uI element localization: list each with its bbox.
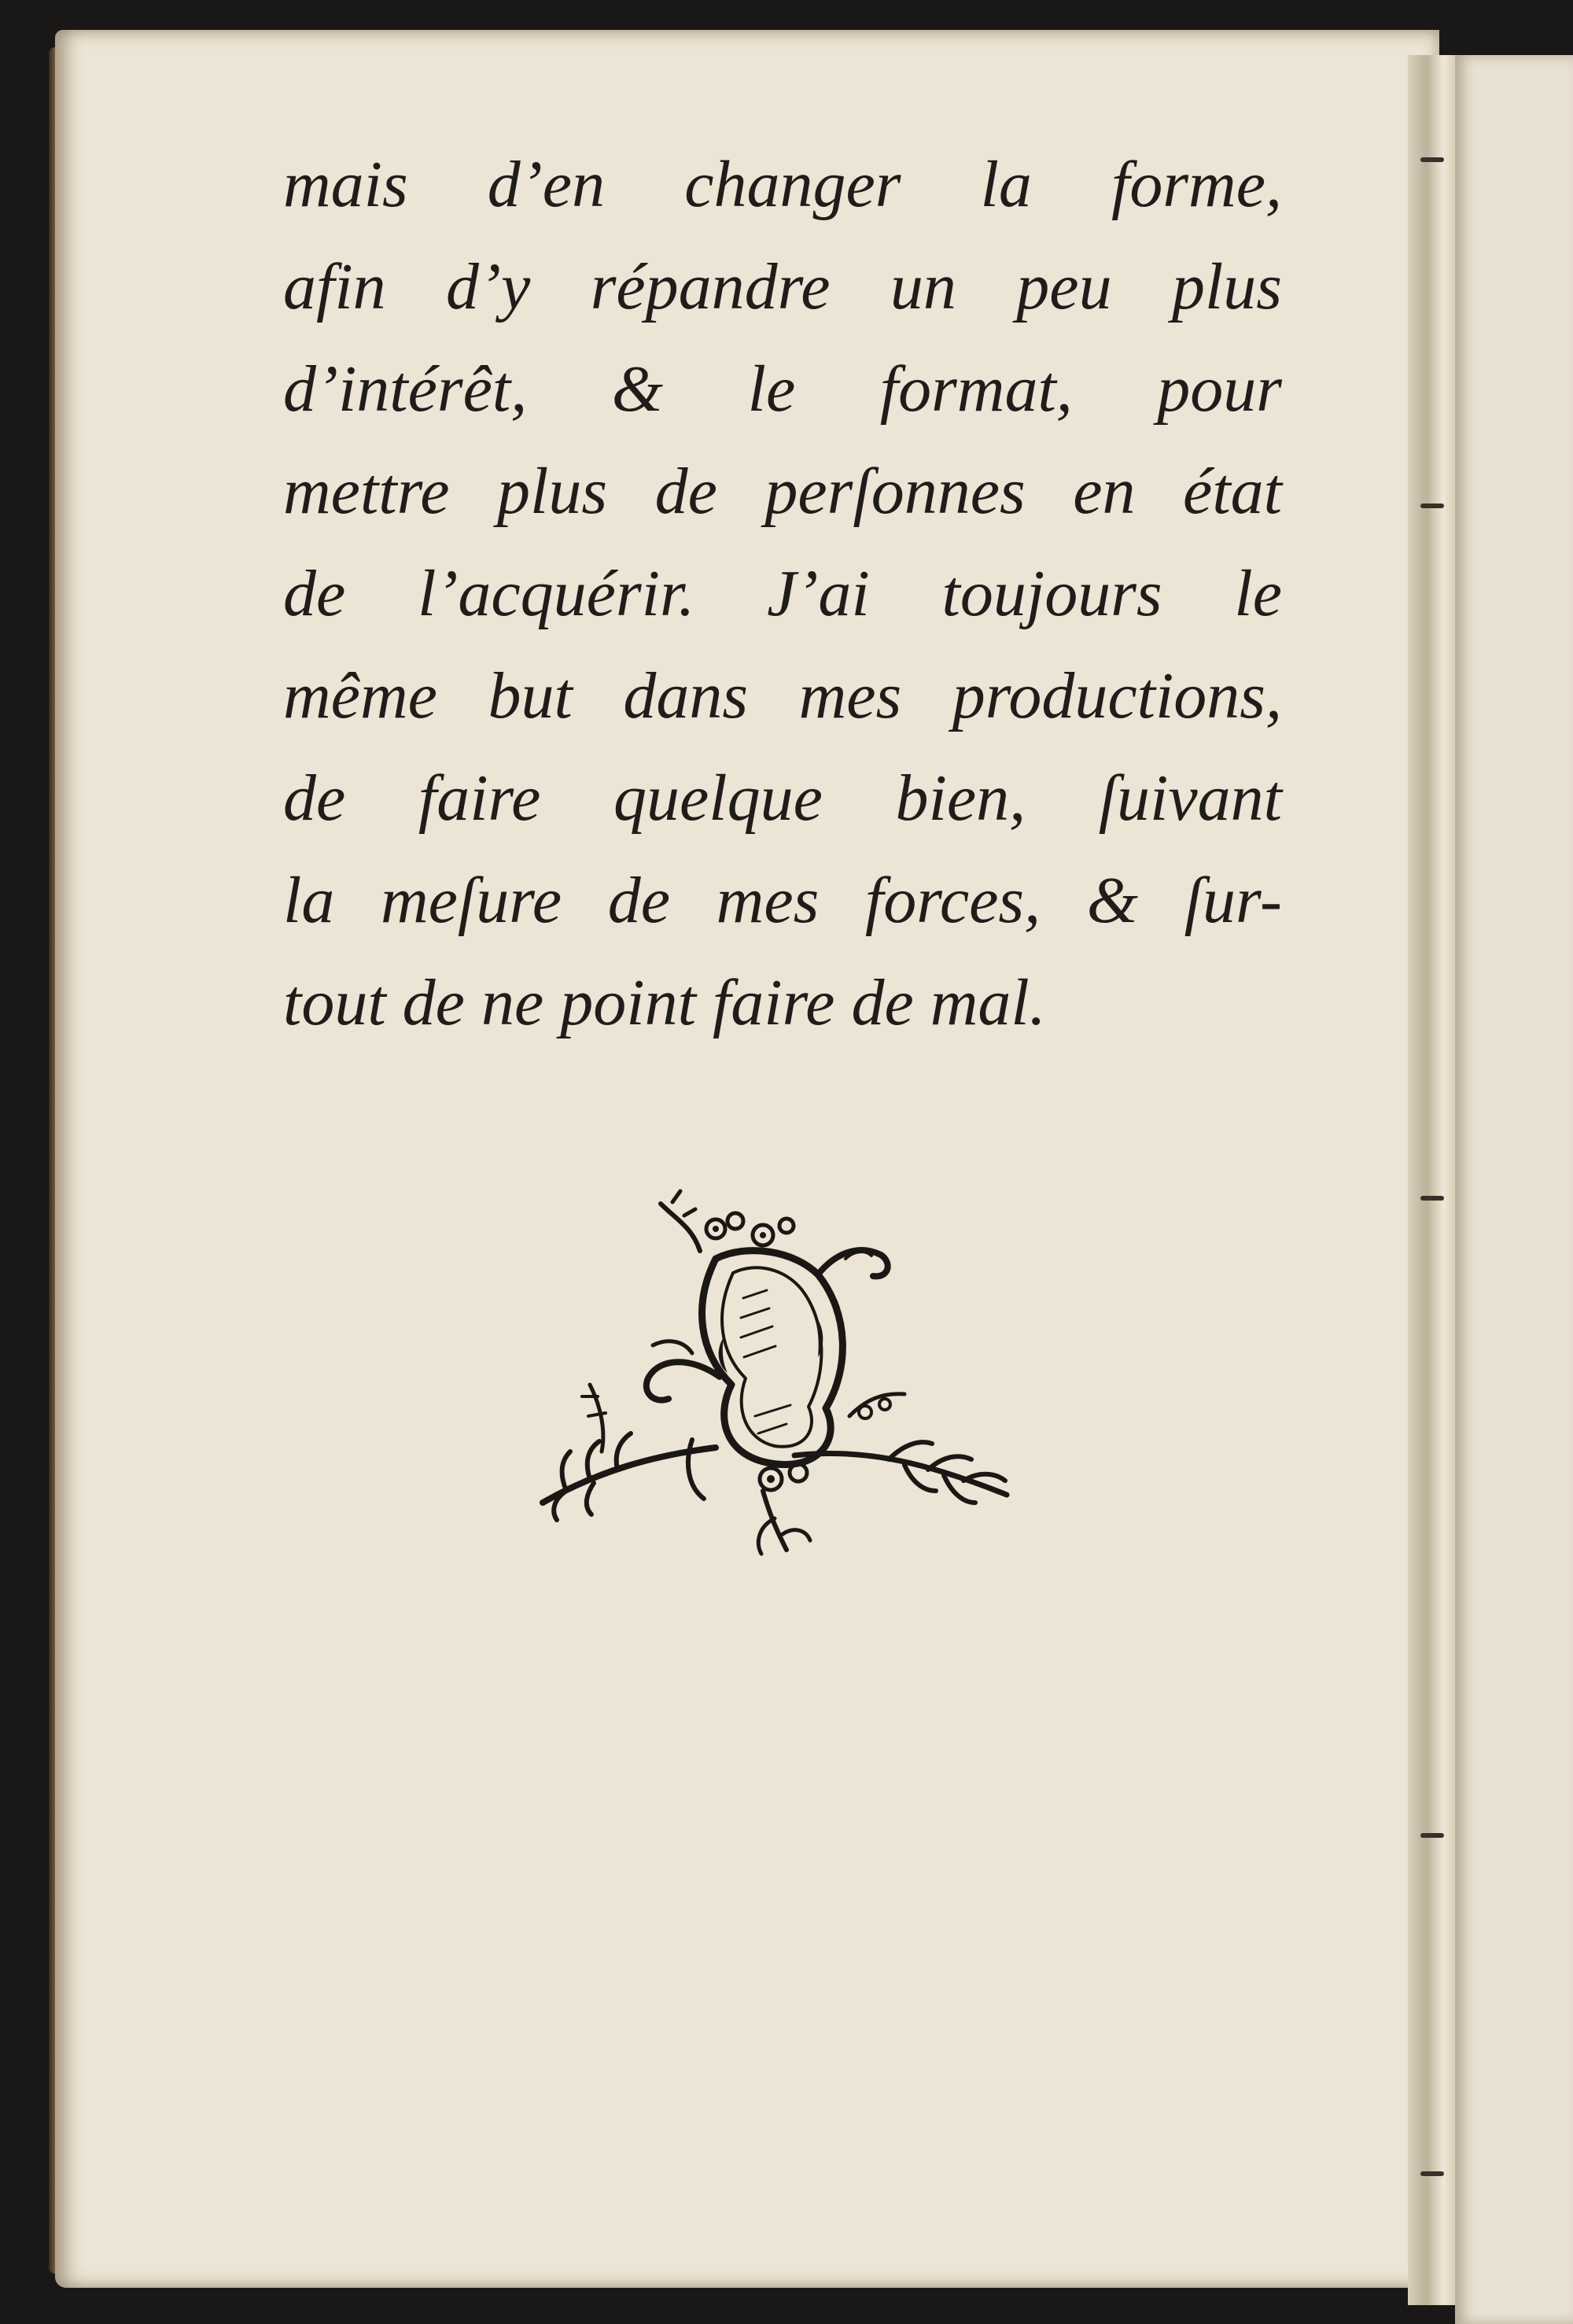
binding-stitch [1420,2171,1444,2176]
binding-stitch [1420,1196,1444,1201]
book-gutter [1408,55,1455,2305]
right-page-edge [1455,55,1573,2324]
text-line: mais d’en changer la forme, [283,148,1282,221]
text-line: de faire quelque bien, ſuivant [283,762,1282,835]
page-text [283,134,1282,1054]
text-line: d’intérêt, & le format, pour [283,352,1282,426]
binding-stitch [1420,157,1444,162]
text-line: de l’acquérir. J’ai toujours le [283,557,1282,630]
binding-stitch [1420,504,1444,508]
text-line: la meſure de mes forces, & ſur- [283,864,1282,937]
text-line: mettre plus de perſonnes en état [283,455,1282,528]
binding-stitch [1420,1833,1444,1838]
text-line: afin d’y répandre un peu plus [283,250,1282,323]
text-line: même but dans mes productions, [283,659,1282,732]
floral-cartouche-icon [535,1180,1022,1581]
text-line: tout de ne point faire de mal. [283,966,1046,1039]
